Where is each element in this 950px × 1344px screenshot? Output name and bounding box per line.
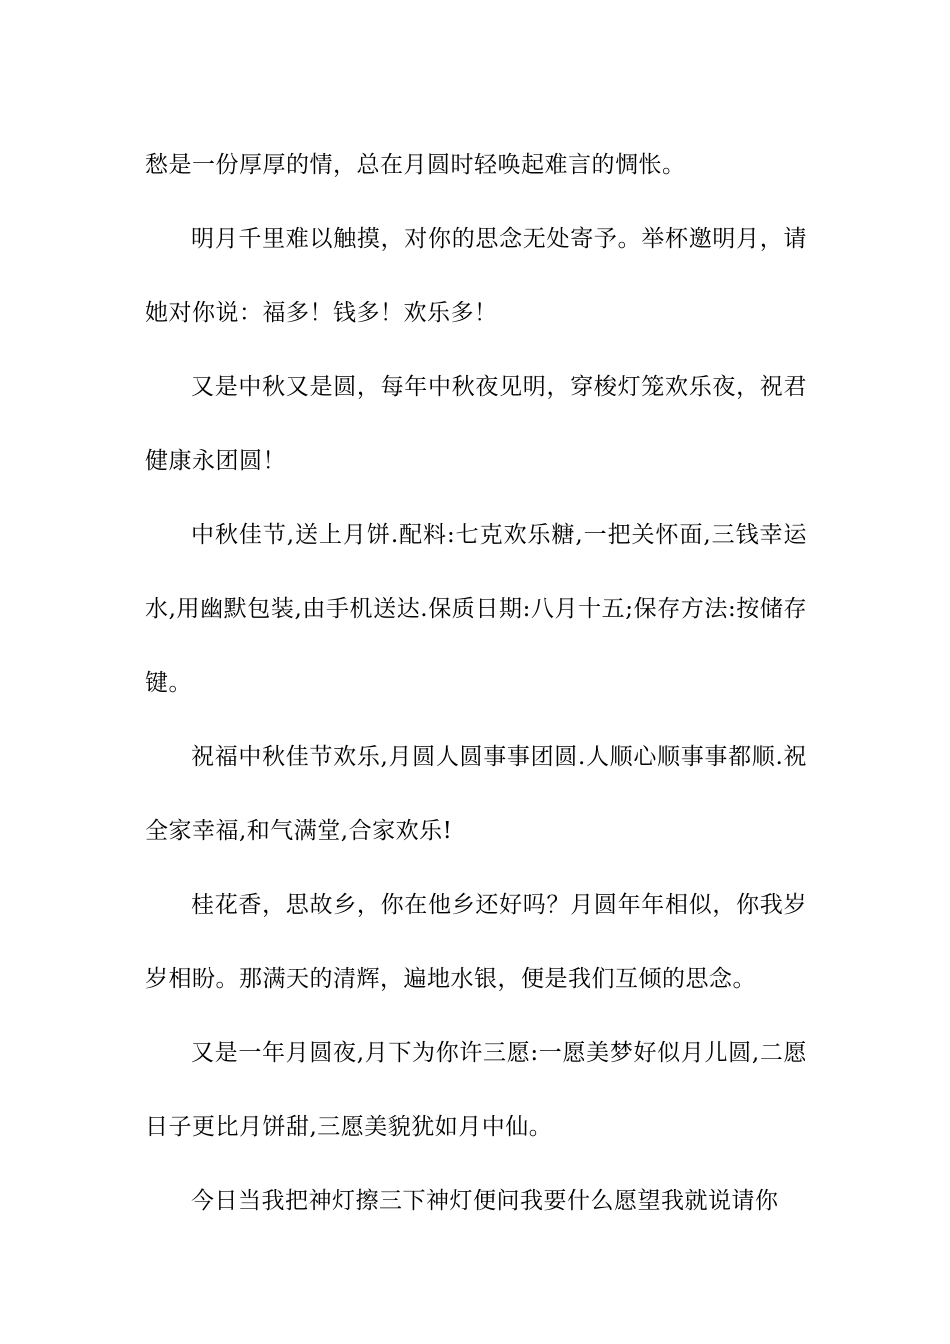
- paragraph-blessing-moon: 明月千里难以触摸，对你的思念无处寄予。举杯邀明月，请她对你说：福多！钱多！欢乐多！: [145, 226, 807, 326]
- paragraph-osmanthus: 桂花香，思故乡，你在他乡还好吗？月圆年年相似，你我岁岁相盼。那满天的清辉，遍地水银，便是我们互倾的思念。: [145, 892, 807, 992]
- paragraph-magic-lamp: 今日当我把神灯擦三下神灯便问我要什么愿望我就说请你: [191, 1188, 779, 1214]
- paragraph-mooncake-recipe: 中秋佳节,送上月饼.配料:七克欢乐糖,一把关怀面,三钱幸运水,用幽默包装,由手机送达.保质日期:八月十五;保存方法:按储存键。: [145, 522, 807, 696]
- paragraph-family-reunion: 祝福中秋佳节欢乐,月圆人圆事事团圆.人顺心顺事事都顺.祝全家幸福,和气满堂,合家欢乐!: [145, 744, 807, 844]
- paragraph-continuation: 愁是一份厚厚的情，总在月圆时轻唤起难言的惆怅。: [145, 152, 686, 178]
- paragraph-three-wishes: 又是一年月圆夜,月下为你许三愿:一愿美梦好似月儿圆,二愿日子更比月饼甜,三愿美貌犹如月中仙。: [145, 1040, 807, 1140]
- document-body: [145, 128, 807, 1238]
- paragraph-lantern-night: 又是中秋又是圆，每年中秋夜见明，穿梭灯笼欢乐夜，祝君健康永团圆！: [145, 374, 807, 474]
